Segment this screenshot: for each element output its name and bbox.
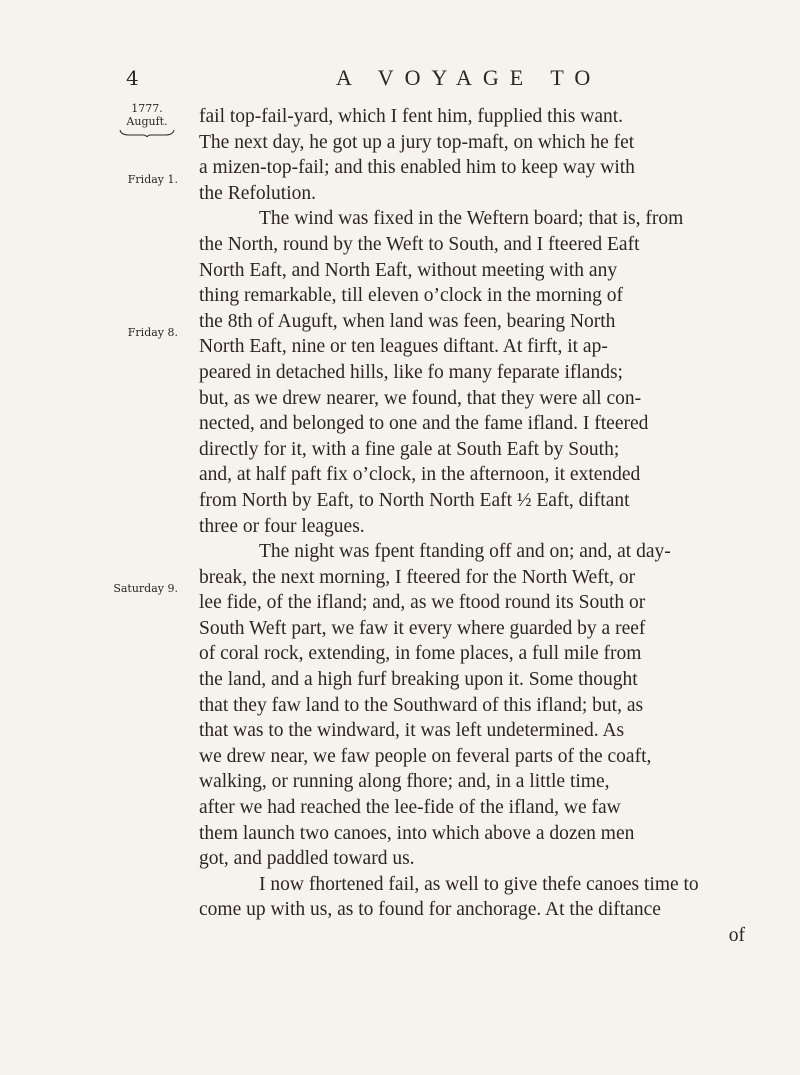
text-line: the 8th of Auguft, when land was feen, bearing North	[199, 310, 616, 332]
text-line: directly for it, with a fine gale at South Eaft by South;	[199, 438, 620, 460]
catchword: of	[728, 925, 745, 946]
text-line: them launch two canoes, into which above a dozen men	[199, 822, 635, 844]
text-line: nected, and belonged to one and the fame ifland. I fteered	[199, 413, 649, 435]
text-line: of coral rock, extending, in fome places, a full mile from	[199, 643, 642, 665]
text-line: the land, and a high furf breaking upon it. Some thought	[199, 669, 638, 691]
text-line: got, and paddled toward us.	[199, 848, 415, 870]
page-header	[0, 64, 800, 94]
margin-year: 1777.	[131, 102, 163, 115]
text-line: peared in detached hills, like fo many feparate iflands;	[199, 361, 623, 383]
text-line: come up with us, as to found for anchorage. At the diftance	[199, 899, 661, 921]
body-text	[199, 104, 747, 949]
margin-note-saturday-9: Saturday 9.	[113, 582, 178, 595]
text-line: the North, round by the Weft to South, and I fteered Eaft	[199, 233, 640, 255]
text-line: break, the next morning, I fteered for the North Weft, or	[199, 566, 636, 588]
text-line: that was to the windward, it was left undetermined. As	[199, 720, 625, 742]
text-line: lee fide, of the ifland; and, as we ftood round its South or	[199, 592, 646, 614]
text-line: North Eaft, and North Eaft, without meeting with any	[199, 259, 618, 281]
text-line: that they faw land to the Southward of this ifland; but, as	[199, 694, 644, 716]
text-line: thing remarkable, till eleven o’clock in the morning of	[199, 285, 623, 307]
margin-note-friday-1: Friday 1.	[127, 173, 178, 186]
page-number: 4	[126, 66, 139, 90]
text-line: three or four leagues.	[199, 515, 365, 537]
margin-note-friday-8: Friday 8.	[127, 326, 178, 339]
text-line: I now fhortened fail, as well to give thefe canoes time to	[259, 873, 699, 895]
text-line: a mizen-top-fail; and this enabled him to keep way with	[199, 157, 635, 179]
brace-mark	[119, 129, 175, 137]
margin-date-block	[116, 102, 178, 137]
text-line: walking, or running along fhore; and, in a little time,	[199, 771, 610, 793]
text-line: The next day, he got up a jury top-maft, on which he fet	[199, 131, 635, 153]
text-line: and, at half paft fix o’clock, in the afternoon, it extended	[199, 464, 641, 486]
text-line: the Refolution.	[199, 182, 316, 204]
text-line: but, as we drew nearer, we found, that they were all con-	[199, 387, 642, 409]
margin-month: Auguft.	[126, 115, 168, 128]
text-line: The night was fpent ftanding off and on; and, at day-	[259, 541, 671, 563]
text-line: North Eaft, nine or ten leagues diftant. At firft, it ap-	[199, 336, 608, 358]
text-line: South Weft part, we faw it every where guarded by a reef	[199, 617, 646, 639]
text-line: we drew near, we faw people on feveral parts of the coaft,	[199, 745, 652, 767]
text-line: after we had reached the lee-fide of the ifland, we faw	[199, 797, 621, 819]
running-title: A VOYAGE TO	[336, 65, 602, 90]
text-line: The wind was fixed in the Weftern board; that is, from	[259, 208, 684, 230]
text-line: fail top-fail-yard, which I fent him, fupplied this want.	[199, 106, 624, 127]
text-line: from North by Eaft, to North North Eaft ½ Eaft, diftant	[199, 489, 630, 511]
